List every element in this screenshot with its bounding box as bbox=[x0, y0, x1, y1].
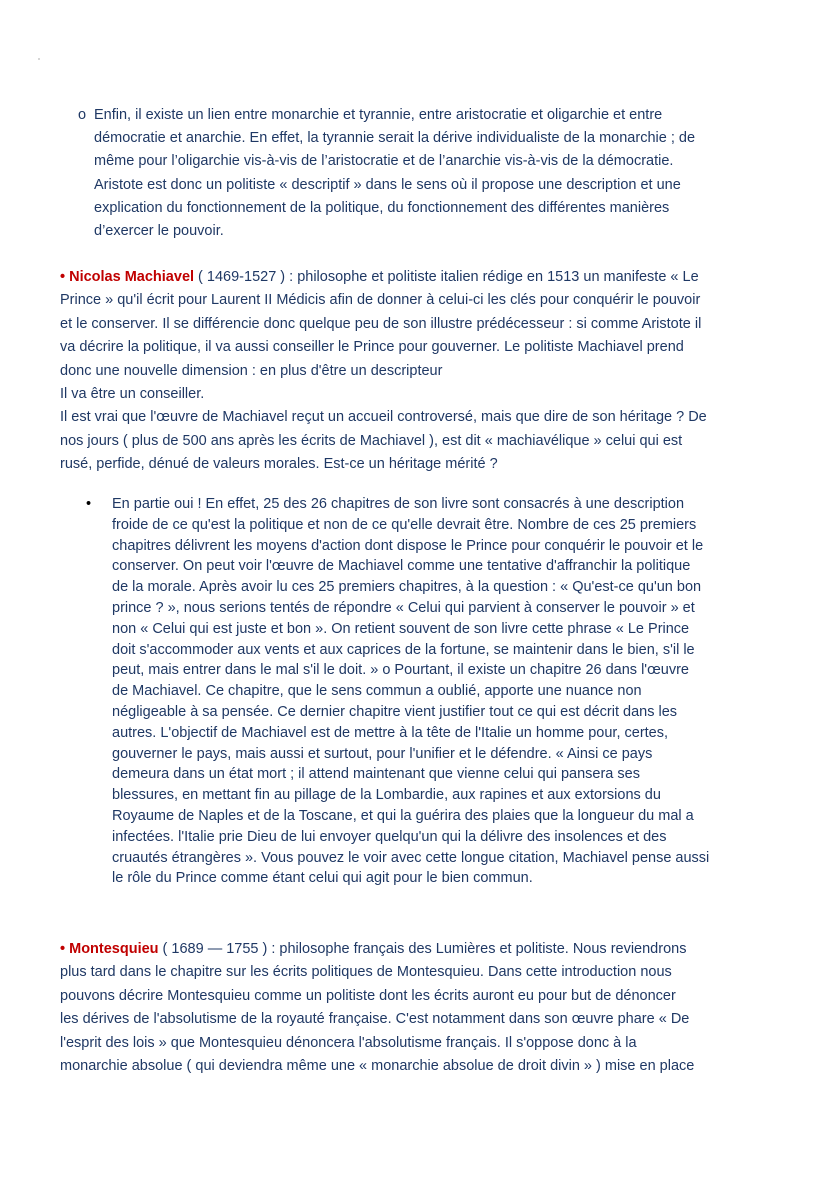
text-line: et le conserver. Il se différencie donc quelque peu de son illustre prédécesseur : si comme Aristote il bbox=[60, 315, 702, 332]
text-line: doit s'accommoder aux vents et aux caprices de la fortune, se maintenir dans le bien, s'il le bbox=[112, 641, 695, 658]
text-line: Il est vrai que l'œuvre de Machiavel reçut un accueil controversé, mais que dire de son héritage ? De bbox=[60, 409, 707, 426]
text-line: infectées. l'Italie prie Dieu de lui envoyer quelqu'un qui la délivre des insolences et des bbox=[112, 828, 667, 845]
text-line: de la morale. Après avoir lu ces 25 premiers chapitres, à la question : « Qu'est-ce qu'un bon bbox=[112, 579, 702, 596]
machiavel-heading-rest: ( 1469-1527 ) : philosophe et politiste italien rédige en 1513 un manifeste « Le bbox=[194, 269, 699, 285]
text-line: nos jours ( plus de 500 ans après les écrits de Machiavel ), est dit « machiavélique » celui qui est bbox=[60, 432, 683, 449]
text-line: démocratie et anarchie. En effet, la tyrannie serait la dérive individualiste de la monarchie ; de bbox=[94, 130, 696, 147]
machiavel-section bbox=[60, 266, 768, 477]
text-line: autres. L'objectif de Machiavel est de mettre à la tête de l'Italie un homme pour, certes, bbox=[112, 724, 669, 741]
text-line: chapitres délivrent les moyens d'action dont dispose le Prince pour conquérir le pouvoir et le bbox=[112, 537, 704, 554]
machiavel-heading-line bbox=[60, 266, 768, 289]
text-line: de Machiavel. Ce chapitre, que le sens commun a oublié, apporte une nuance non bbox=[112, 683, 642, 700]
montesquieu-heading-rest: ( 1689 — 1755 ) : philosophe français des Lumières et politiste. Nous reviendrons bbox=[158, 941, 687, 957]
text-line: prince ? », nous serions tentés de répondre « Celui qui parvient à conserver le pouvoir » et bbox=[112, 599, 695, 616]
page-mark bbox=[38, 58, 40, 60]
text-line: blessures, en mettant fin au pillage de la Lombardie, aux rapines et aux extorsions du bbox=[112, 787, 661, 804]
bullet-icon: • bbox=[60, 269, 66, 285]
o-bullet: o bbox=[78, 107, 87, 123]
text-line: d’exercer le pouvoir. bbox=[94, 223, 224, 240]
text-line: Aristote est donc un politiste « descriptif » dans le sens où il propose une description et une bbox=[94, 176, 681, 193]
text-line: demeura dans un état mort ; il attend maintenant que vienne celui qui pansera ses bbox=[112, 766, 640, 783]
text-line: les dérives de l'absolutisme de la royauté française. C'est notamment dans son œuvre phare « De bbox=[60, 1011, 690, 1028]
text-line: explication du fonctionnement de la politique, du fonctionnement des différentes manières bbox=[94, 199, 670, 216]
text-line: non « Celui qui est juste et bon ». On retient souvent de son livre cette phrase « Le Prince bbox=[112, 620, 690, 637]
text-line: donc une nouvelle dimension : en plus d'être un descripteur bbox=[60, 362, 443, 379]
text-line: cruautés étrangères ». Vous pouvez le voir avec cette longue citation, Machiavel pense aussi bbox=[112, 849, 710, 866]
machiavel-point bbox=[86, 494, 758, 889]
text-line: Prince » qu'il écrit pour Laurent II Médicis afin de donner à celui-ci les clés pour conquérir le pouvoir bbox=[60, 292, 701, 309]
text-line: Royaume de Naples et de la Toscane, et qui la guérira des plaies que la longueur du mal a bbox=[112, 807, 694, 824]
text-line: Il va être un conseiller. bbox=[60, 386, 205, 403]
text-line: conserver. On peut voir l'œuvre de Machiavel comme une tentative d'affranchir la politique bbox=[112, 558, 691, 575]
bullet-icon: • bbox=[86, 496, 92, 512]
text-line: peut, mais entrer dans le mal s'il le doit. » o Pourtant, il existe un chapitre 26 dans l'œuvre bbox=[112, 662, 689, 679]
text-line: négligeable à sa pensée. Ce dernier chapitre vient justifier tout ce qui est décrit dans les bbox=[112, 703, 678, 720]
text-line: pouvons décrire Montesquieu comme un politiste dont les écrits auront eu pour but de dénoncer bbox=[60, 987, 676, 1004]
bullet-icon: • bbox=[60, 941, 66, 957]
aristote-sub-item bbox=[78, 104, 768, 243]
text-line: le rôle du Prince comme étant celui qui agit pour le bien commun. bbox=[112, 870, 533, 887]
text-line: l'esprit des lois » que Montesquieu dénoncera l'absolutisme français. Il s'oppose donc à la bbox=[60, 1034, 637, 1051]
text-line: froide de ce qu'est la politique et non de ce qu'elle devrait être. Nombre de ces 25 premiers bbox=[112, 516, 697, 533]
text-line: rusé, perfide, dénué de valeurs morales. Est-ce un héritage mérité ? bbox=[60, 456, 498, 473]
text-line: Enfin, il existe un lien entre monarchie et tyrannie, entre aristocratie et oligarchie et entre bbox=[94, 107, 663, 123]
montesquieu-section bbox=[60, 938, 768, 1078]
text-line: En partie oui ! En effet, 25 des 26 chapitres de son livre sont consacrés à une description bbox=[112, 496, 685, 512]
text-line: va décrire la politique, il va aussi conseiller le Prince pour gouverner. Le politiste Machiavel prend bbox=[60, 339, 684, 356]
text-line: même pour l’oligarchie vis-à-vis de l’aristocratie et de l’anarchie vis-à-vis de la démocratie. bbox=[94, 153, 674, 170]
machiavel-point-text bbox=[112, 494, 758, 889]
montesquieu-name: Montesquieu bbox=[69, 941, 159, 957]
machiavel-name: Nicolas Machiavel bbox=[69, 269, 195, 285]
text-line: plus tard dans le chapitre sur les écrits politiques de Montesquieu. Dans cette introduction nous bbox=[60, 964, 672, 981]
text-line: gouverner le pays, mais aussi et surtout, pour l'unifier et le défendre. « Ainsi ce pays bbox=[112, 745, 653, 762]
aristote-sub-text bbox=[94, 104, 768, 243]
text-line: monarchie absolue ( qui deviendra même une « monarchie absolue de droit divin » ) mise en place bbox=[60, 1058, 695, 1075]
montesquieu-heading-line bbox=[60, 938, 768, 961]
